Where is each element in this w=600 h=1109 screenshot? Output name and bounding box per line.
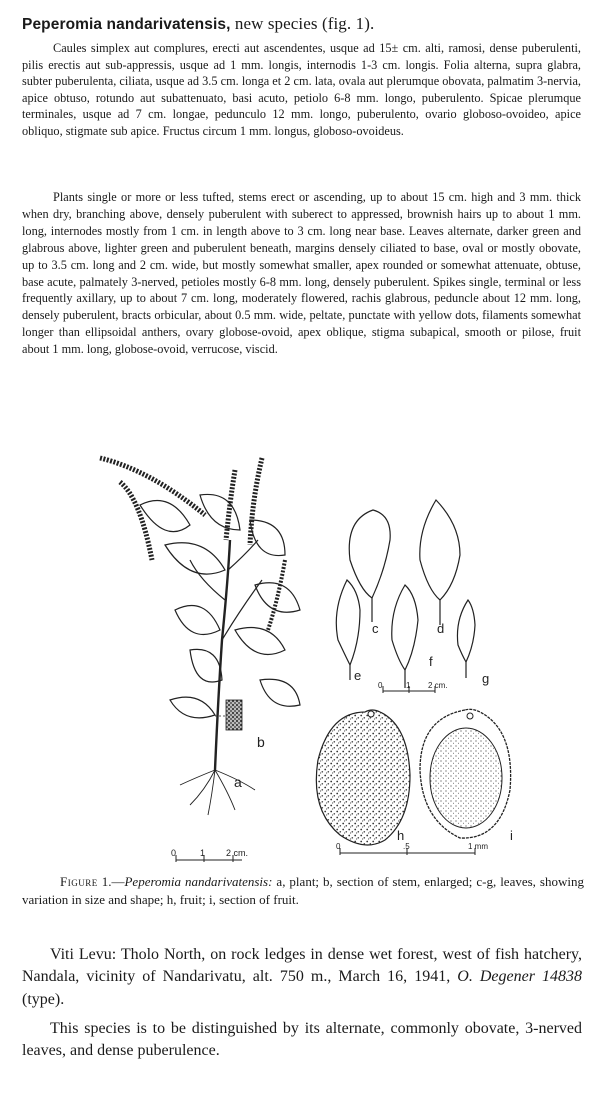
leaf-g [457, 600, 475, 662]
label-e: e [354, 668, 362, 683]
figure-illustration [0, 430, 600, 870]
scale-fruit-zero: 0 [336, 842, 341, 851]
locality-text: Viti Levu: Tholo North, on rock ledges in dense wet forest, west of fish hatchery, Nandala, vicinity of Nandarivatu, alt. 750 m., March 16, 1941, [22, 946, 582, 986]
leaf-c [349, 510, 390, 598]
scale-plant-zero: 0 [171, 848, 177, 858]
scale-leaves-zero: 0 [378, 681, 383, 690]
caption-label: Figure [60, 874, 98, 889]
plant-drawing [100, 458, 300, 815]
leaf-e [336, 580, 360, 665]
label-f: f [429, 654, 433, 669]
flower-spike-1 [100, 458, 205, 515]
leaves-drawing [336, 500, 475, 688]
caption-species: Peperomia nandarivatensis: [124, 874, 273, 889]
type-note: (type). [22, 990, 65, 1008]
latin-description: Caules simplex aut complures, erecti aut ascendentes, usque ad 15± cm. alti, ramosi, dense puberulenti, pilis erectis aut sub-appressis, usque ad 1 mm. longis, internodis 1-3 cm. longis. Folia alterna, supra glabra, subter puberulenta, ciliata, usque ad 3.5 cm. longa et 2 cm. lata, ovala aut plerumque obovata, palmatim 3-nervia, apice obtuso, rotundo aut subattenuato, basi acuto, petiolo 6-8 mm. longo, puberulento. Spicae plerumque terminales, usque ad 7 cm. longae, pedunculo 12 mm. longo, puberulento, ovario globoso-ovoideo, apice obliquo, stigmate sub apice. Fructus circum 1 mm. longus, globoso-ovoideus. [22, 41, 581, 138]
scale-leaves-two: 2 cm. [428, 681, 448, 690]
scale-plant-one: 1 [200, 848, 206, 858]
flower-spike-5 [268, 560, 285, 630]
diagnostic-remark: This species is to be distinguished by its alternate, commonly obovate, 3-nerved leaves, and dense puberulence. [22, 1020, 582, 1060]
label-b: b [257, 734, 265, 750]
scale-leaves-one: 1 [406, 681, 411, 690]
scale-fruit-mid: .5 [403, 842, 410, 851]
scale-plant-two: 2 cm. [226, 848, 249, 858]
scale-fruit-one: 1 mm [468, 842, 488, 851]
leaf-f [392, 585, 418, 670]
species-name: Peperomia nandarivatensis, [22, 16, 231, 33]
fruit-drawing [316, 710, 410, 845]
label-a: a [234, 774, 242, 790]
label-c: c [372, 621, 379, 636]
fruit-section-drawing [420, 709, 511, 838]
label-i: i [510, 828, 513, 843]
label-d: d [437, 621, 445, 636]
flower-spike-2 [120, 482, 152, 560]
label-h: h [397, 828, 405, 843]
figure-caption [22, 873, 584, 908]
collector-number: O. Degener 14838 [457, 968, 582, 986]
caption-text: a, plant; b, section of stem, enlarged; c-g, leaves, showing variation in size and shape; h, fruit; i, section of fruit. [22, 874, 584, 907]
english-description: Plants single or more or less tufted, stems erect or ascending, up to about 15 cm. high and 3 mm. thick when dry, branching above, densely puberulent with suberect to appressed, brownish hairs up to about 1 mm. long, internodes mostly from 1 cm. in length above to 3 cm. long near base. Leaves alternate, darker green and glabrous above, lighter green and puberulent beneath, margins densely ciliated to base, oval or mostly obovate, up to 3.5 cm. long and 2 cm. wide, but mostly somewhat smaller, apex rounded or somewhat attenuate, obtuse, base acute, palmately 3-nerved, petioles mostly 6-8 mm. long, densely puberulent. Spikes single, terminal or less frequently axillary, up to about 7 cm. long, moderately flowered, rachis glabrous, peduncle about 12 mm. long, densely puberulent, bracts orbicular, about 0.5 mm. wide, peltate, punctate with yellow dots, filaments somewhat longer than ellipsoidal anthers, ovary globose-ovoid, apex oblique, stigma subapical, smooth or pilose, fruit about 1 mm. long, globose-ovoid, verrucose, viscid. [22, 190, 581, 357]
locality-citation [22, 944, 582, 1011]
caption-number: 1.— [97, 874, 125, 889]
label-g: g [482, 671, 490, 686]
species-note: new species (fig. 1). [230, 14, 375, 33]
leaf-d [420, 500, 460, 600]
species-heading [22, 14, 374, 34]
